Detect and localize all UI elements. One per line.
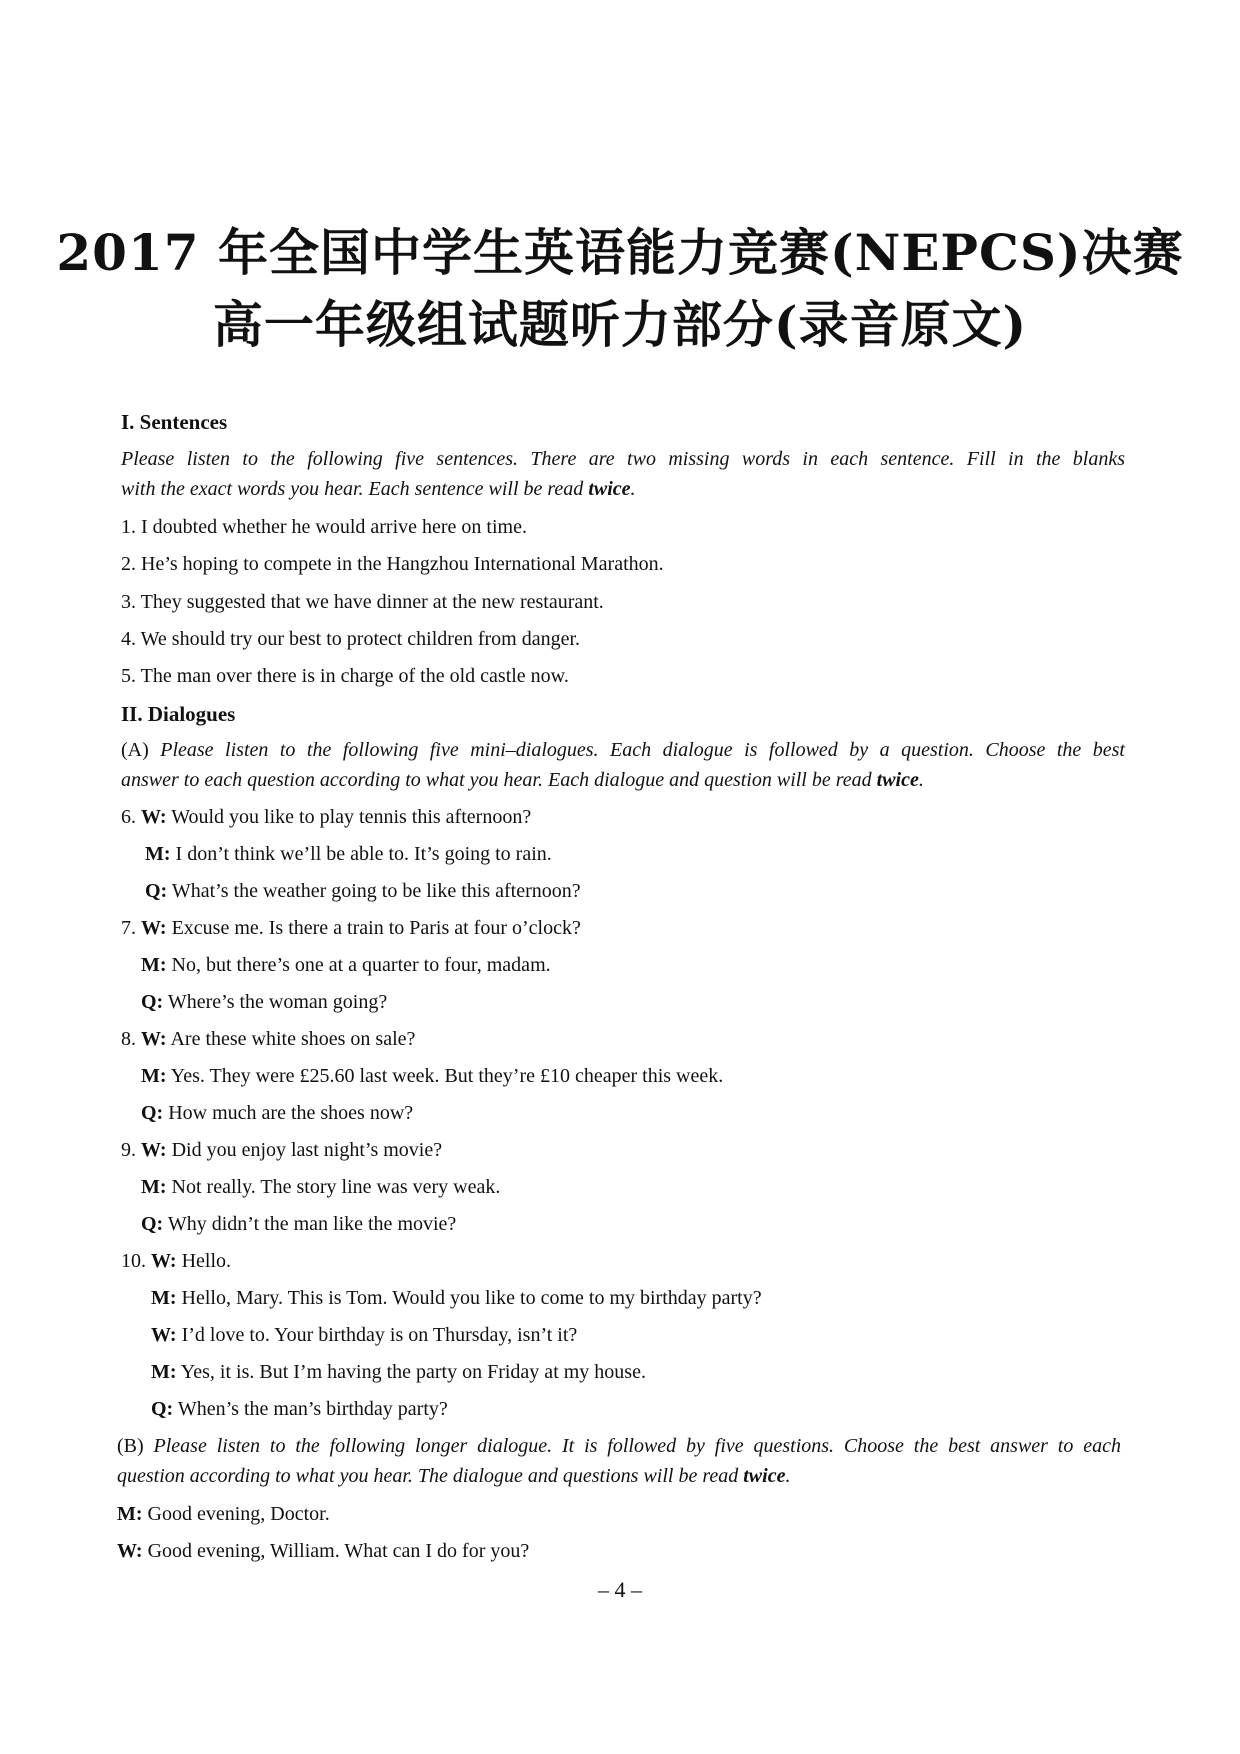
- speaker-label: Q:: [151, 1398, 174, 1420]
- dialogue-text: Hello, Mary. This is Tom. Would you like to come to my birthday party?: [176, 1287, 762, 1309]
- sentence-item: 1. I doubted whether he would arrive here on time.: [121, 516, 527, 538]
- sentence-item: 4. We should try our best to protect children from danger.: [121, 628, 581, 650]
- part-a-instruction-line-2: [121, 766, 924, 794]
- dialogue-line: [141, 1062, 723, 1090]
- sentence-item: 2. He’s hoping to compete in the Hangzhou International Marathon.: [121, 553, 664, 575]
- instruction-emphasis: twice: [876, 769, 919, 791]
- dialogue-text: What’s the weather going to be like this afternoon?: [167, 880, 581, 902]
- speaker-label: W:: [117, 1540, 143, 1562]
- speaker-label: Q:: [141, 1102, 164, 1124]
- dialogue-text: Where’s the woman going?: [163, 991, 388, 1013]
- sentence-item: 5. The man over there is in charge of the old castle now.: [121, 665, 569, 687]
- section-1-instruction-line-2: [121, 475, 636, 503]
- page-number: – 4 –: [598, 1577, 642, 1602]
- dialogue-text: Good evening, William. What can I do for you?: [142, 1540, 530, 1562]
- instruction-end: .: [630, 478, 636, 500]
- part-b-instruction-line-1: [117, 1432, 1121, 1460]
- dialogue-text: Excuse me. Is there a train to Paris at four o’clock?: [166, 917, 581, 939]
- part-b-instruction-line-2: [117, 1462, 790, 1490]
- speaker-label: W:: [141, 1028, 167, 1050]
- dialogue-line: [151, 1395, 448, 1423]
- speaker-label: Q:: [141, 991, 164, 1013]
- dialogue-text: Are these white shoes on sale?: [166, 1028, 416, 1050]
- dialogue-text: No, but there’s one at a quarter to four, madam.: [166, 954, 551, 976]
- instruction-text: question according to what you hear. The dialogue and questions will be read: [117, 1465, 744, 1487]
- speaker-label: W:: [141, 1139, 167, 1161]
- speaker-label: W:: [151, 1324, 177, 1346]
- dialogue-line: [141, 1173, 500, 1201]
- dialogue-line: [141, 988, 387, 1016]
- dialogue-line: [151, 1358, 646, 1386]
- speaker-label: W:: [151, 1250, 177, 1272]
- dialogue-line: [121, 914, 581, 942]
- sentence-item: 3. They suggested that we have dinner at the new restaurant.: [121, 591, 604, 613]
- dialogue-text: Did you enjoy last night’s movie?: [166, 1139, 443, 1161]
- speaker-label: Q:: [141, 1213, 164, 1235]
- dialogue-text: I don’t think we’ll be able to. It’s going to rain.: [170, 843, 552, 865]
- instruction-end: .: [918, 769, 924, 791]
- dialogue-text: Yes. They were £25.60 last week. But they’re £10 cheaper this week.: [166, 1065, 724, 1087]
- speaker-label: M:: [141, 1176, 167, 1198]
- section-1-instruction-line-1: Please listen to the following five sentences. There are two missing words in each sentence. Fill in the blanks: [121, 448, 1125, 470]
- part-b-label: (B): [117, 1435, 154, 1457]
- dialogue-text: Good evening, Doctor.: [142, 1503, 330, 1525]
- page-title-line-2: 高一年级组试题听力部分(录音原文): [212, 295, 1028, 354]
- dialogue-number: 6.: [121, 806, 141, 828]
- dialogue-line: [151, 1284, 762, 1312]
- speaker-label: M:: [117, 1503, 143, 1525]
- dialogue-text: Why didn’t the man like the movie?: [163, 1213, 457, 1235]
- dialogue-line: [141, 951, 551, 979]
- dialogue-number: 7.: [121, 917, 141, 939]
- instruction-end: .: [785, 1465, 791, 1487]
- instruction-emphasis: twice: [743, 1465, 786, 1487]
- dialogue-line: [117, 1537, 529, 1565]
- speaker-label: M:: [141, 954, 167, 976]
- part-a-instruction-line-1: [121, 736, 1125, 764]
- dialogue-number: 9.: [121, 1139, 141, 1161]
- dialogue-line: [117, 1500, 330, 1528]
- part-a-label: (A): [121, 739, 161, 761]
- section-2-heading: II. Dialogues: [121, 702, 236, 726]
- dialogue-text: Hello.: [176, 1250, 231, 1272]
- dialogue-line: [141, 1210, 456, 1238]
- dialogue-line: [151, 1321, 577, 1349]
- speaker-label: M:: [141, 1065, 167, 1087]
- dialogue-line: [121, 1247, 231, 1275]
- section-1-heading: I. Sentences: [121, 410, 228, 434]
- dialogue-text: Yes, it is. But I’m having the party on Friday at my house.: [176, 1361, 646, 1383]
- dialogue-text: Not really. The story line was very weak.: [166, 1176, 501, 1198]
- dialogue-line: [145, 840, 552, 868]
- instruction-text: with the exact words you hear. Each sentence will be read: [121, 478, 589, 500]
- speaker-label: Q:: [145, 880, 168, 902]
- dialogue-line: [145, 877, 581, 905]
- dialogue-line: [141, 1099, 413, 1127]
- speaker-label: W:: [141, 917, 167, 939]
- instruction-emphasis: twice: [588, 478, 631, 500]
- dialogue-text: When’s the man’s birthday party?: [173, 1398, 448, 1420]
- speaker-label: M:: [145, 843, 171, 865]
- dialogue-number: 10.: [121, 1250, 151, 1272]
- dialogue-text: I’d love to. Your birthday is on Thursday, isn’t it?: [176, 1324, 578, 1346]
- dialogue-line: [121, 803, 531, 831]
- part-a-instruction-text: Please listen to the following five mini–dialogues. Each dialogue is followed by a question. Choose the best: [160, 739, 1125, 761]
- speaker-label: M:: [151, 1287, 177, 1309]
- dialogue-number: 8.: [121, 1028, 141, 1050]
- part-b-instruction-text: Please listen to the following longer dialogue. It is followed by five questions. Choose the best answer to each: [153, 1435, 1121, 1457]
- dialogue-line: [121, 1025, 415, 1053]
- page-title-line-1: 2017 年全国中学生英语能力竞赛(NEPCS)决赛: [56, 223, 1184, 282]
- speaker-label: M:: [151, 1361, 177, 1383]
- dialogue-text: How much are the shoes now?: [163, 1102, 414, 1124]
- dialogue-line: [121, 1136, 442, 1164]
- dialogue-text: Would you like to play tennis this afternoon?: [166, 806, 532, 828]
- speaker-label: W:: [141, 806, 167, 828]
- instruction-text: answer to each question according to what you hear. Each dialogue and question will be read: [121, 769, 877, 791]
